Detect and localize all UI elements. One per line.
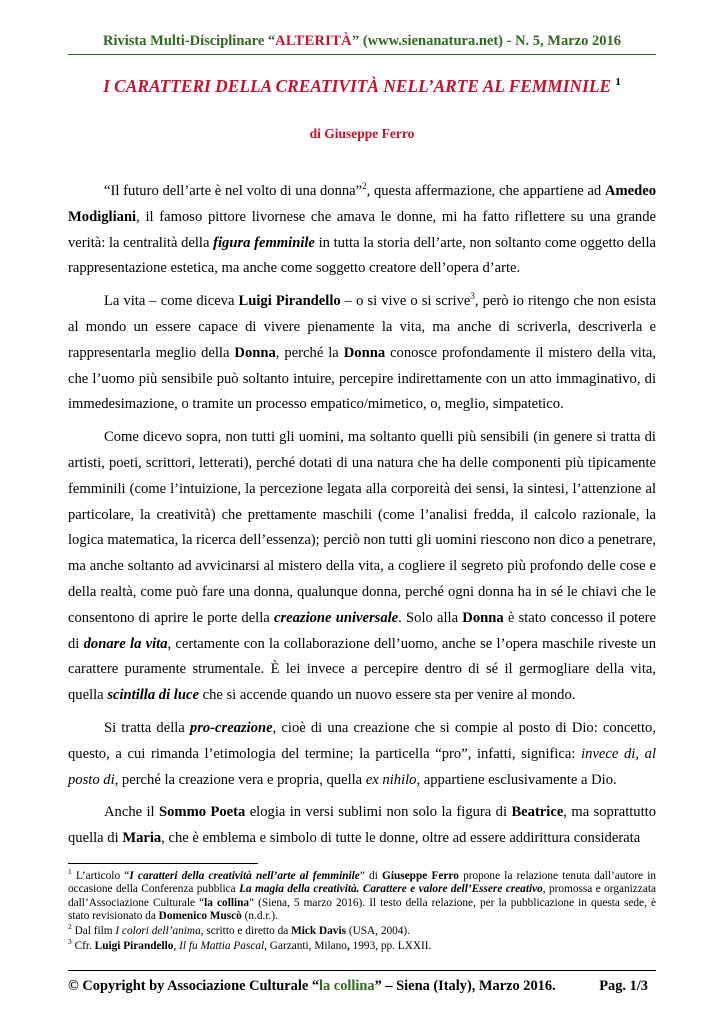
page-number: Pag. 1/3: [599, 978, 648, 994]
italic-text: al posto di: [68, 745, 657, 788]
paragraph: [68, 289, 656, 418]
footnote-ref: 2: [362, 181, 367, 192]
italic-text: I colori dell’anima: [115, 925, 201, 938]
text-run: Si tratta della: [104, 719, 190, 736]
header-suffix: ” (www.sienanatura.net) - N. 5, Marzo 2016: [351, 33, 621, 49]
footnote-divider: [68, 863, 258, 864]
bold-text: Luigi Pirandello: [94, 940, 174, 953]
text-run: Dal film: [71, 925, 116, 938]
footnote-ref: 3: [470, 291, 475, 302]
text-run: , certamente con la collaborazione dell’uomo, anche se l’opera maschile riveste un carattere puramente strumentale. È lei invece a percepire dentro di sé il germogliare della vita, quella: [68, 635, 656, 704]
text-run: 1993, pp. LXXII.: [349, 940, 432, 953]
bold-text: Giuseppe Ferro: [382, 870, 459, 882]
text-run: , questa affermazione, che appartiene ad: [366, 183, 605, 199]
text-run: (n.d.r.).: [241, 909, 278, 922]
text-run: (USA, 2004).: [346, 925, 411, 938]
text-run: L’articolo “: [71, 870, 130, 882]
footnote-ref: 1: [68, 867, 72, 877]
title-footnote-ref[interactable]: 1: [615, 76, 621, 89]
article-title: [68, 76, 656, 97]
footnote-ref: 3: [68, 937, 72, 947]
text-run: propone la relazione tenuta dall’autore in occasione della Conferenza pubblica: [68, 870, 657, 896]
italic-text: invece di: [581, 745, 636, 762]
paragraph: [68, 800, 656, 852]
footer-prefix: Copyright by Associazione Culturale “: [78, 978, 320, 994]
text-run: Cfr.: [71, 940, 95, 953]
text-run: che si accende quando un nuovo essere sta per venire al mondo.: [198, 687, 576, 704]
article-body: [68, 179, 656, 859]
bold-text: Mick Davis: [291, 925, 346, 938]
italic-text: ex nihilo: [365, 771, 417, 788]
text-run: , Garzanti, Milano: [264, 940, 347, 953]
text-run: “Il futuro dell’arte è nel volto di una donna”: [104, 183, 363, 199]
bold-text: Sommo Poeta: [159, 804, 246, 821]
footer-divider: [68, 970, 656, 971]
text-run: , promossa e organizzata dall’Associazione Culturale “: [68, 883, 656, 909]
article-title-text: I CARATTERI DELLA CREATIVITÀ NELL’ARTE AL FEMMINILE: [103, 76, 612, 96]
bold-italic-text: scintilla di luce: [107, 687, 199, 704]
footnote: [68, 937, 656, 953]
text-run: ,: [173, 940, 180, 953]
text-run: , il famoso pittore livornese che amava le donne, mi ha fatto riflettere su una grande verità: la centralità della: [68, 208, 656, 251]
bold-text: Donna: [234, 344, 276, 361]
text-run: , perché la creazione vera e propria, quella: [114, 771, 366, 788]
text-run: – o si vive o si scrive: [340, 293, 471, 310]
text-run: in tutta la storia dell’arte, non soltanto come oggetto della rappresentazione estetica, ma anche come soggetto creatore dell’opera d’arte.: [68, 234, 656, 277]
paragraph: [68, 716, 656, 793]
association-name: la collina: [319, 978, 375, 994]
text-run: , che è emblema e simbolo di tutte le donne, oltre ad essere addirittura considerata: [161, 830, 641, 847]
footnote-ref: 2: [68, 922, 72, 932]
header-prefix: Rivista Multi-Disciplinare “: [103, 33, 276, 49]
bold-italic-text: pro-creazione: [189, 719, 273, 736]
text-run: , ma soprattutto quella di: [68, 804, 656, 847]
text-run: ” (Siena, 5 marzo 2016). Il testo della relazione, per la pubblicazione in questa sede, è stato revisionato da: [68, 896, 656, 922]
italic-text: Il fu Mattia Pascal: [179, 940, 265, 953]
text-run: La vita – come diceva: [104, 293, 239, 310]
bold-italic-text: figura femminile: [213, 234, 315, 251]
paragraph: [68, 425, 656, 709]
page-header: [68, 33, 656, 50]
magazine-name: ALTERITÀ: [275, 33, 352, 49]
text-run: è stato concesso il potere di: [68, 609, 656, 652]
bold-text: Maria: [122, 830, 162, 847]
page-footer: [68, 978, 656, 995]
bold-italic-text: creazione universale: [273, 609, 399, 626]
bold-italic-text: I caratteri della creatività nell’arte al femminile: [129, 870, 360, 882]
footnote: [68, 922, 656, 938]
bold-text: Domenico Muscò: [158, 909, 242, 922]
bold-italic-text: La magia della creatività. Carattere e valore dell’Essere creativo: [239, 883, 543, 896]
footnotes: [68, 867, 657, 956]
header-divider: [68, 54, 656, 55]
text-run: , scritto e diretto da: [200, 925, 292, 938]
paragraph: [68, 179, 656, 282]
bold-text: Donna: [343, 344, 386, 361]
text-run: Anche il: [104, 804, 160, 821]
text-run: . Solo alla: [398, 609, 463, 626]
bold-text: Luigi Pirandello: [238, 293, 341, 310]
footer-suffix: ” – Siena (Italy), Marzo 2016.: [374, 978, 556, 994]
bold-italic-text: donare la vita: [83, 635, 168, 652]
text-run: , appartiene esclusivamente a Dio.: [416, 771, 617, 788]
bold-text: Donna: [462, 609, 504, 626]
bold-text: Beatrice: [511, 804, 564, 821]
bold-text: la collina: [204, 896, 250, 909]
text-run: Come dicevo sopra, non tutti gli uomini, ma soltanto quelli più sensibili (in genere si tratta di artisti, poeti, scrittori, letterati), perché dotati di una natura che ha delle componenti più tipicamente femminili (come l’intuizione, la percezione legata alla corporeità dei sensi, la sintesi, l’attenzione al particolare, la creatività) che prettamente maschili (come l’analisi fredda, il calcolo razionale, la logica matematica, la ricerca dell’essenza); perciò non tutti gli uomini riescono non dico a penetrare, ma anche soltanto ad avvicinarsi al mistero della vita, a cogliere il segreto più profondo delle cose e della realtà, come può fare una donna, qualunque donna, perché ogni donna ha in sé le chiavi che le consentono di aprire le porte della: [68, 429, 656, 626]
copyright-icon: ©: [68, 978, 79, 994]
text-run: ,: [635, 745, 645, 762]
text-run: ” di: [359, 870, 383, 882]
bold-text: Amedeo Modigliani: [68, 183, 656, 225]
text-run: conosce profondamente il mistero della vita, che l’uomo più sensibile può soltanto intuire, percepire indirettamente con un atto immaginativo, di immedesimazione, o tramite un processo empatico/mimetico, o, meglio, simpatetico.: [68, 344, 657, 413]
footnote: [68, 867, 657, 923]
text-run: , però io ritengo che non esista al mondo un essere capace di vivere pienamente la vita, ma anche di scriverla, descriverla e rappresentarla meglio della: [68, 293, 657, 361]
text-run: , perché la: [275, 344, 344, 361]
text-run: , cioè di una creazione che si compie al posto di Dio: concetto, questo, a cui rimanda l’etimologia del termine; la particella “pro”, infatti, significa:: [68, 719, 656, 762]
text-run: elogia in versi sublimi non solo la figura di: [245, 804, 512, 821]
bold-text: ,: [346, 940, 350, 953]
article-author: di Giuseppe Ferro: [309, 126, 415, 141]
